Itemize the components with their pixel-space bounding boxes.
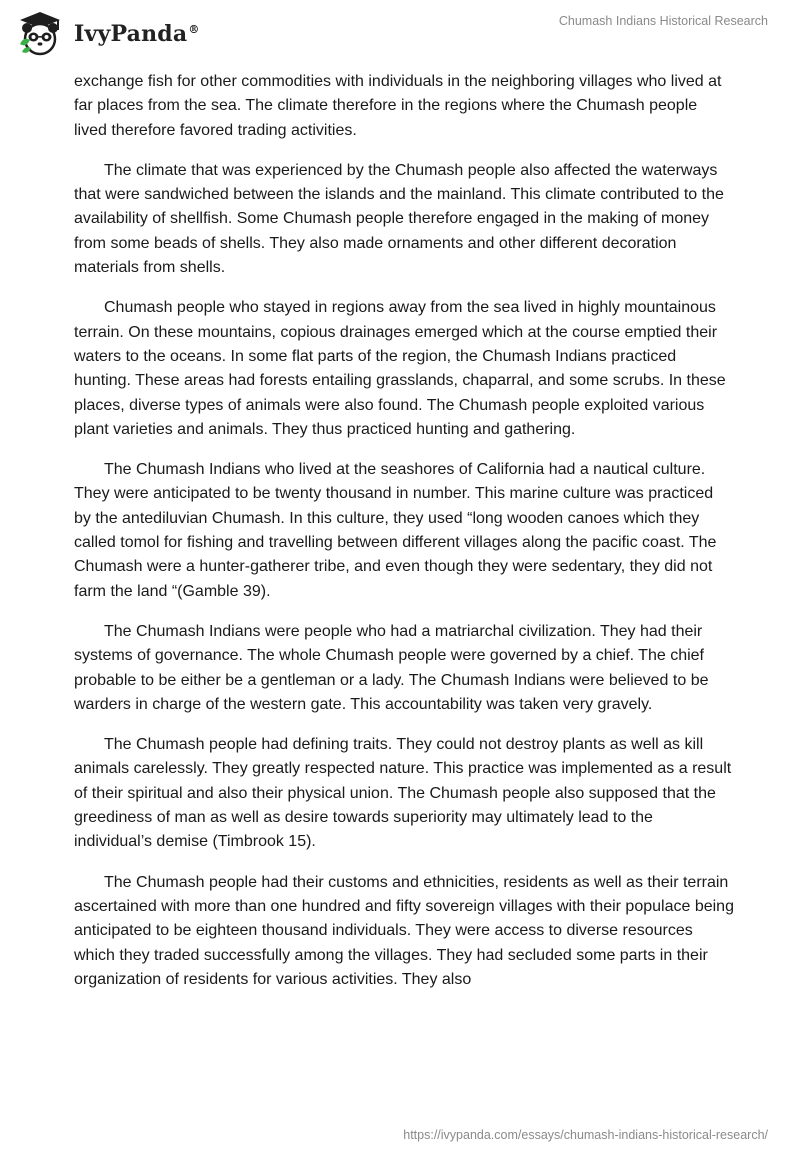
page-header [0, 0, 800, 70]
paragraph: exchange fish for other commodities with individuals in the neighboring villages who lived at far places from the sea. The climate therefore in the regions where the Chumash people lived therefore favored trading activities. [74, 73, 722, 139]
paragraph: Chumash people who stayed in regions away from the sea lived in highly mountainous terrain. On these mountains, copious drainages emerged which at the course emptied their waters to the oceans. In some flat parts of the region, the Chumash Indians practiced hunting. These areas had forests entailing grasslands, chaparral, and some scrubs. In these places, diverse types of animals were also found. The Chumash people exploited various plant varieties and animals. They thus practiced hunting and gathering. [74, 299, 726, 438]
paragraph: The climate that was experienced by the Chumash people also affected the waterways that were sandwiched between the islands and the mainland. This climate contributed to the availability of shellfish. Some Chumash people therefore engaged in the making of money from some beads of shells. They also made ornaments and other different decoration materials from shells. [74, 161, 724, 277]
source-url[interactable]: https://ivypanda.com/essays/chumash-indians-historical-research/ [403, 1128, 768, 1142]
paragraph: The Chumash people had defining traits. They could not destroy plants as well as kill animals carelessly. They greatly respected nature. This practice was implemented as a result of their spiritual and also their physical union. The Chumash people also supposed that the greediness of man as well as desire towards superiority may ultimately lead to the individual’s demise (Timbrook 15). [74, 736, 732, 851]
paragraph: The Chumash Indians who lived at the seashores of California had a nautical culture. They were anticipated to be twenty thousand in number. This marine culture was practiced by the antediluvian Chumash. In this culture, they used “long wooden canoes which they called tomol for fishing and travelling between different villages along the pacific coast. The Chumash were a hunter-gatherer tribe, and even though they were sedentary, they did not farm the land “(Gamble 39). [74, 461, 717, 600]
paragraph: The Chumash Indians were people who had a matriarchal civilization. They had their systems of governance. The whole Chumash people were governed by a chief. The chief probable to be either be a gentleman or a lady. The Chumash Indians were believed to be warders in charge of the western gate. This accountability was taken very gravely. [74, 622, 709, 713]
running-title: Chumash Indians Historical Research [558, 14, 768, 28]
brand-name: IvyPanda® [74, 21, 200, 47]
essay-body [74, 70, 734, 1008]
paragraph: The Chumash people had their customs and ethnicities, residents as well as their terrain ascertained with more than one hundred and fifty sovereign villages with their populace being anticipated to be eighteen thousand individuals. They were access to diverse resources which they traded successfully among the villages. They had secluded some parts in their organization of residents for various activities. They also [74, 873, 734, 988]
ivypanda-logo[interactable] [14, 8, 200, 60]
panda-graduate-icon [14, 8, 66, 60]
